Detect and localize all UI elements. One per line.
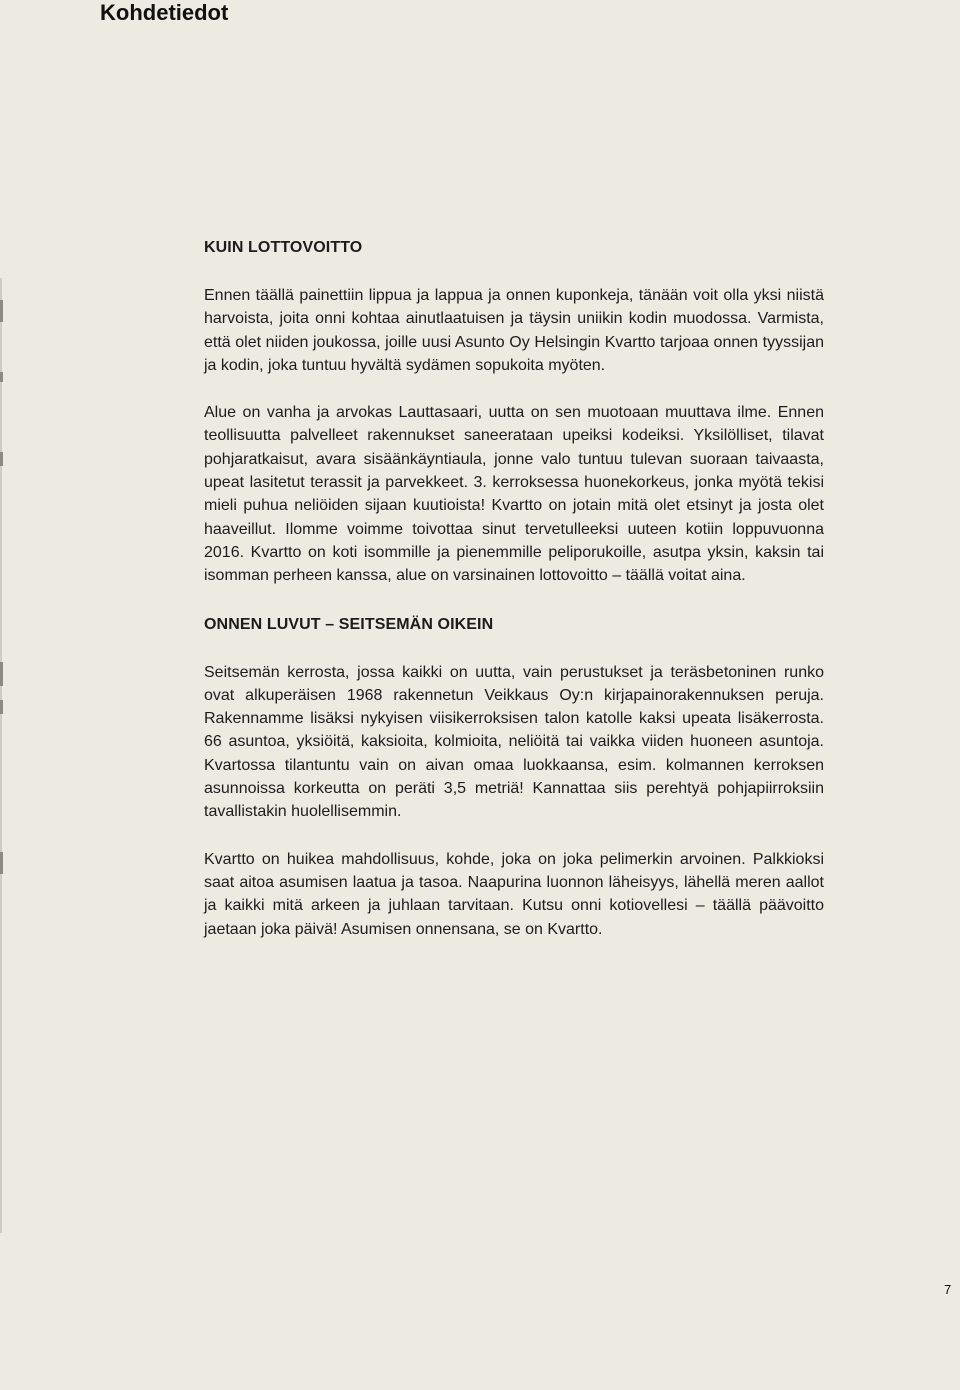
- page-number: 7: [944, 1282, 952, 1297]
- left-edge-line: [0, 278, 2, 1233]
- left-edge-mark: [0, 662, 3, 686]
- left-edge-mark: [0, 300, 3, 322]
- body-paragraph: Kvartto on huikea mahdollisuus, kohde, joka on joka pelimerkin arvoinen. Palkkioksi saat aitoa asumisen laatua ja tasoa. Naapurina luonnon läheisyys, lähellä meren aallot ja kaikki mitä arkeen ja juhlaan tarvitaan. Kutsu onni kotiovellesi – täällä päävoitto jaetaan joka päivä! Asumisen onnensana, se on Kvartto.: [204, 850, 824, 938]
- body-paragraph: Seitsemän kerrosta, jossa kaikki on uutta, vain perustukset ja teräsbetoninen runko ovat alkuperäisen 1968 rakennetun Veikkaus Oy:n kirjapainorakennuksen peruja. Rakennamme lisäksi nykyisen viisikerroksisen talon katolle kaksi upeata lisäkerrosta. 66 asuntoa, yksiöitä, kaksioita, kolmioita, neliöitä tai vaikka viiden huoneen asuntoja. Kvartossa tilantuntu vain on aivan omaa luokkaansa, esim. kolmannen kerroksen asunnoissa korkeutta on peräti 3,5 metriä! Kannattaa siis perehtyä pohjapiirroksiin tavallistakin huolellisemmin.: [204, 663, 824, 821]
- section-heading: ONNEN LUVUT – SEITSEMÄN OIKEIN: [204, 615, 494, 633]
- left-edge-mark: [0, 852, 3, 874]
- page-title: Kohdetiedot: [100, 0, 229, 25]
- left-edge-mark: [0, 452, 3, 466]
- left-edge-mark: [0, 700, 3, 714]
- body-paragraph: Alue on vanha ja arvokas Lauttasaari, uutta on sen muotoaan muuttava ilme. Ennen teollisuutta palvelleet rakennukset saneerataan upeiksi kodeiksi. Yksilölliset, tilavat pohjaratkaisut, avara sisäänkäyntiaula, jonne valo tuntuu tulevan suoraan taivaasta, upeat lasitetut terassit ja parvekkeet. 3. kerroksessa huonekorkeus, jonka myötä tekisi mieli puhua neliöiden sijaan kuutioista! Kvartto on jotain mitä olet etsinyt ja josta olet haaveillut. Ilomme voimme toivottaa sinut tervetulleeksi uuteen kotiin loppuvuonna 2016. Kvartto on koti isommille ja pienemmille peliporukoille, asutpa yksin, kaksin tai isomman perheen kanssa, alue on varsinainen lottovoitto – täällä voitat aina.: [204, 404, 824, 585]
- left-edge-mark: [0, 372, 3, 382]
- main-content: [204, 236, 824, 941]
- section-heading: KUIN LOTTOVOITTO: [204, 239, 363, 256]
- body-paragraph: Ennen täällä painettiin lippua ja lappua ja onnen kuponkeja, tänään voit olla yksi niistä harvoista, joita onni kohtaa ainutlaatuisen ja täysin uniikin kodin muodossa. Varmista, että olet niiden joukossa, joille uusi Asunto Oy Helsingin Kvartto tarjoaa onnen tyyssijan ja kodin, joka tuntuu hyvältä sydämen sopukoita myöten.: [204, 287, 824, 374]
